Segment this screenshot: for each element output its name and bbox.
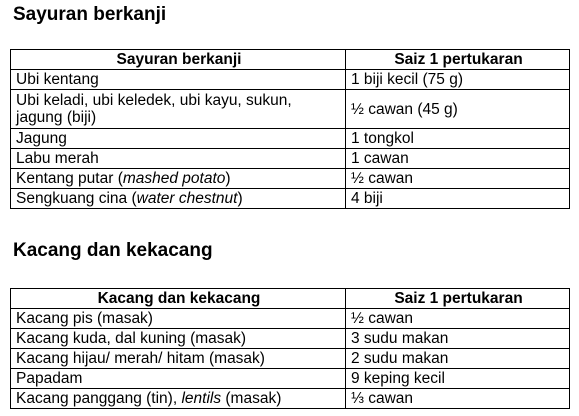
item-text: ) xyxy=(237,190,243,207)
portion-cell: ½ cawan xyxy=(346,169,570,189)
item-text: ) xyxy=(225,170,231,187)
item-cell xyxy=(11,169,346,189)
item-cell xyxy=(11,90,346,129)
portion-cell: 1 biji kecil (75 g) xyxy=(346,70,570,90)
table-sayuran-berkanji xyxy=(10,49,570,209)
table-kacang-dan-kekacang xyxy=(10,288,570,409)
portion-cell: 1 tongkol xyxy=(346,129,570,149)
table-header-row xyxy=(11,289,570,309)
item-text: Kacang hijau/ merah/ hitam (masak) xyxy=(16,350,265,367)
item-cell xyxy=(11,129,346,149)
item-text-italic: water chestnut xyxy=(136,190,238,207)
portion-cell: 2 sudu makan xyxy=(346,349,570,369)
table-row xyxy=(11,369,570,389)
table-row xyxy=(11,90,570,129)
portion-cell: ⅓ cawan xyxy=(346,389,570,409)
portion-cell: 4 biji xyxy=(346,189,570,209)
table-row xyxy=(11,149,570,169)
item-text: Kacang panggang (tin), xyxy=(16,390,182,407)
item-text: Kacang kuda, dal kuning (masak) xyxy=(16,330,247,347)
table-row xyxy=(11,70,570,90)
column-header-portion: Saiz 1 pertukaran xyxy=(346,50,570,70)
item-text: Labu merah xyxy=(16,150,99,167)
column-header-item: Sayuran berkanji xyxy=(11,50,346,70)
table-row xyxy=(11,349,570,369)
item-cell xyxy=(11,389,346,409)
table-row xyxy=(11,389,570,409)
item-text: Ubi keladi, ubi keledek, ubi kayu, sukun, jagung (biji) xyxy=(16,92,292,126)
portion-cell: 9 keping kecil xyxy=(346,369,570,389)
table-row xyxy=(11,309,570,329)
item-text: Jagung xyxy=(16,130,67,147)
section-title-kacang-dan-kekacang: Kacang dan kekacang xyxy=(13,240,213,261)
section-title-sayuran-berkanji: Sayuran berkanji xyxy=(13,4,167,25)
column-header-item: Kacang dan kekacang xyxy=(11,289,346,309)
item-cell xyxy=(11,70,346,90)
table-row xyxy=(11,189,570,209)
item-cell xyxy=(11,149,346,169)
item-text: Ubi kentang xyxy=(16,71,99,88)
item-cell xyxy=(11,309,346,329)
item-text: Sengkuang cina ( xyxy=(16,190,137,207)
table-row xyxy=(11,129,570,149)
column-header-portion: Saiz 1 pertukaran xyxy=(346,289,570,309)
portion-cell: 3 sudu makan xyxy=(346,329,570,349)
item-cell xyxy=(11,329,346,349)
item-cell xyxy=(11,369,346,389)
item-text: (masak) xyxy=(221,390,282,407)
item-text: Papadam xyxy=(16,370,83,387)
item-cell xyxy=(11,189,346,209)
item-text: Kacang pis (masak) xyxy=(16,310,153,327)
table-row xyxy=(11,329,570,349)
portion-cell: ½ cawan (45 g) xyxy=(346,90,570,129)
item-text-italic: mashed potato xyxy=(122,170,226,187)
table-row xyxy=(11,169,570,189)
item-text: Kentang putar ( xyxy=(16,170,123,187)
portion-cell: 1 cawan xyxy=(346,149,570,169)
item-cell xyxy=(11,349,346,369)
portion-cell: ½ cawan xyxy=(346,309,570,329)
table-header-row xyxy=(11,50,570,70)
item-text-italic: lentils xyxy=(181,390,222,407)
